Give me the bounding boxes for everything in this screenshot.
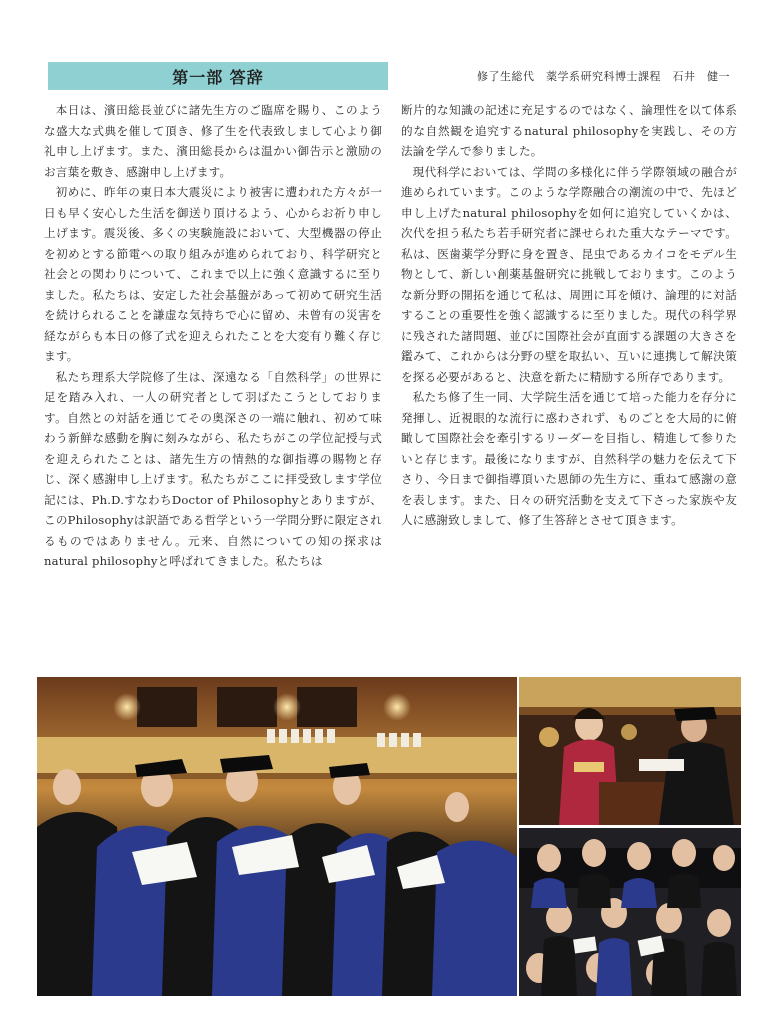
text-column-left (44, 100, 382, 572)
page-title: 第一部 答辞 (172, 67, 264, 87)
paragraph: 私たち修了生一同、大学院生活を通じて培った能力を存分に発揮し、近視眼的な流行に惑わされず、ものごとを大局的に俯瞰して国際社会を牽引するリーダーを目指し、精進して参りたいと存じます。最後になりますが、自然科学の魅力を伝えて下さり、今日まで御指導頂いた恩師の先生方に、重ねて感謝の意を表します。また、日々の研究活動を支えて下さった家族や友人に感謝致しまして、修了生答辞とさせて頂きます。 (401, 390, 737, 527)
paragraph: 現代科学においては、学問の多様化に伴う学際領域の融合が進められています。このような学際融合の潮流の中で、先ほど申し上げたnatural philosophyを如何に追究していくかは、次代を担う私たち若手研究者に課せられた重大なテーマです。私は、医歯薬学分野に身を置き、昆虫であるカイコをモデル生物として、新しい創薬基盤研究に挑戦しております。このような新分野の開拓を通じて私は、周囲に耳を傾け、論理的に対話することの重要性を強く認識するに至りました。現代の科学界に残された諸問題、並びに国際社会が直面する課題の大きさを鑑みて、これからは分野の壁を取払い、互いに連携して解決策を探る必要があると、決意を新たに精励する所存であります。 (401, 164, 737, 384)
text-column-right (401, 100, 737, 531)
speaker-byline: 修了生総代 薬学系研究科博士課程 石井 健一 (477, 70, 730, 83)
paragraph: 初めに、昨年の東日本大震災により被害に遭われた方々が一日も早く安心した生活を御送り頂けるよう、心からお祈り申し上げます。震災後、多くの実験施設において、大型機器の停止を初めとする節電への取り組みが進められており、科学研究と社会との関わりについて、これまで以上に強く意識するに至りました。私たちは、安定した社会基盤があって初めて研究生活を続けられることを謙虚な気持ちで心に留め、未曾有の災害を経ながらも本日の修了式を迎えられたことを大変有り難く存じます。 (44, 185, 382, 363)
ceremony-photo-stage (519, 677, 741, 825)
paragraph: 私たち理系大学院修了生は、深遠なる「自然科学」の世界に足を踏み入れ、一人の研究者として羽ばたこうとしております。自然との対話を通じてその奥深さの一端に触れ、初めて味わう新鮮な感動を胸に刻みながら、私たちがこの学位記授与式を迎えられたことは、諸先生方の情熱的な御指導の賜物と存じ、深く感謝申し上げます。私たちがここに拝受致します学位記には、Ph.D.すなわちDoctor of Philosophyとありますが、このPhilosophyは訳語である哲学という一学問分野に限定されるものではありません。元来、自然についての知の探求はnatural philosophyと呼ばれてきました。私たちは (44, 369, 382, 568)
ceremony-photo-graduates (37, 677, 517, 996)
paragraph: 断片的な知識の記述に充足するのではなく、論理性を以て体系的な自然観を追究するnatural philosophyを実践し、その方法論を学んで参りました。 (401, 103, 737, 158)
section-title-banner (48, 62, 388, 90)
paragraph: 本日は、濱田総長並びに諸先生方のご臨席を賜り、このような盛大な式典を催して頂き、修了生を代表致しまして心より御礼申し上げます。また、濱田総長からは温かい御告示と激励のお言葉を敷き、感謝申し上げます。 (44, 103, 382, 179)
ceremony-photo-audience (519, 828, 741, 996)
